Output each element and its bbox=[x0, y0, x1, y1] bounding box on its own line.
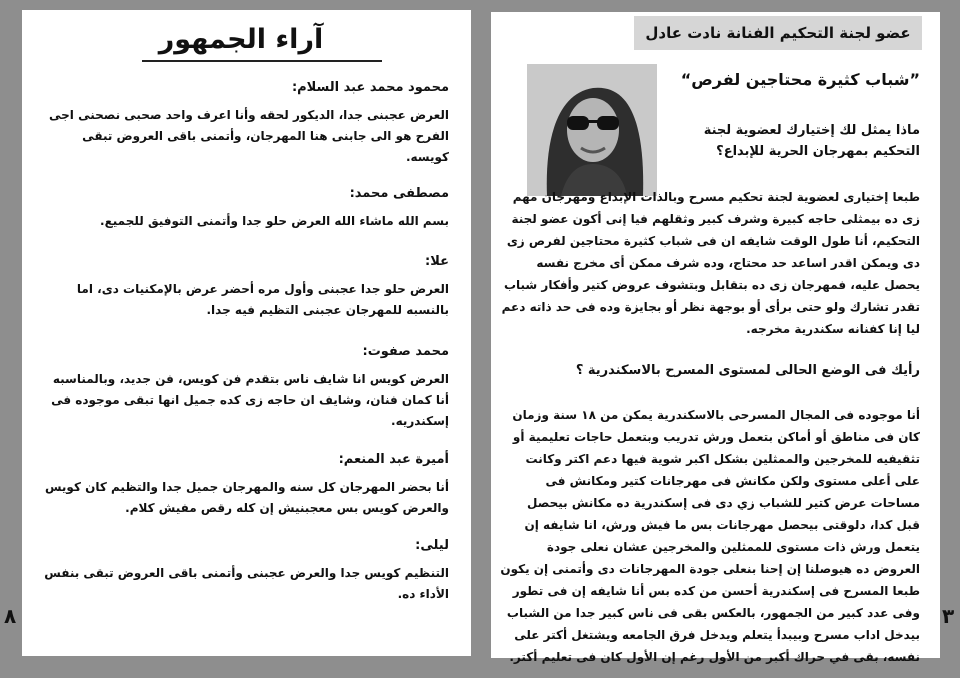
opinion-2 bbox=[39, 186, 449, 232]
interview-headline: ”شباب كثيرة محتاجين لفرص“ bbox=[680, 70, 920, 89]
opinion-text: العرض عجبنى جدا، الديكور لحقه وأنا اعرف واحد صحبى نصحنى اجى الفرح هو الى جابنى هنا المهرجان، وأتمنى باقى العروض تبقى كويسه. bbox=[48, 108, 449, 164]
page-title: آراء الجمهور bbox=[158, 24, 324, 55]
opinion-4 bbox=[39, 344, 449, 432]
opinion-name: مصطفى محمد: bbox=[349, 186, 449, 201]
opinion-3 bbox=[39, 254, 449, 321]
answer-2: أنا موجوده فى المجال المسرحى بالاسكندرية يمكن من ١٨ سنة وزمان كان فى مناطق أو أماكن بتعمل ورش تدريب وبتعمل حاجات تعليمية أو تثقيفيه للمخرجين والممثلين بشكل اكبر شوية فيها دعم اكتر وكانت على أعلى مستوى ولكن مكانش فى مهرجانات كتير ومكانش فى مساحات عرض كتير للشباب زي دى فى إسكندرية ده مكانش بيحصل قبل كدا، دلوقتى بيحصل مهرجانات بس ما فيش ورش، انا شايفه إن يتعمل ورش ذات مستوى للممثلين والمخرجين عشان نعلى جودة العروض ده هيوصلنا إن إحنا بنعلى جودة المهرجانات دى وأتمنى إن يكون طبعا المسرح فى إسكندرية أحسن من كده بس أنا شايفه إن فى تطور وفى عدد كبير من الجمهور، بالعكس بقى فى ناس كبير جدا من الشباب بيدخل اداب مسرح وبيبدأ يتعلم ويدخل فرق الجامعه ويشتغل أكتر على نفسه، بقى في حراك أكبر من الأول رغم إن الأول كان فى تعليم أكتر. bbox=[500, 408, 920, 664]
opinion-name: محمد صفوت: bbox=[362, 344, 449, 359]
title-underline bbox=[142, 60, 382, 62]
opinion-1 bbox=[39, 80, 449, 168]
opinion-name: أميرة عبد المنعم: bbox=[338, 452, 449, 467]
opinion-text: أنا بحضر المهرجان كل سنه والمهرجان جميل جدا والتظيم كان كويس والعرض كويس بس معجبنيش إن كله رقص مفيش كلام. bbox=[44, 480, 449, 515]
question-2: رأيك فى الوضع الحالى لمستوى المسرح بالاسكندرية ؟ bbox=[575, 363, 920, 378]
question-1: ماذا يمثل لك إختيارك لعضوية لجنة التحكيم بمهرجان الحرية للإبداع؟ bbox=[703, 123, 920, 159]
opinion-name: علا: bbox=[425, 254, 449, 269]
opinion-name: محمود محمد عبد السلام: bbox=[291, 80, 449, 95]
opinion-5 bbox=[39, 452, 449, 519]
page-number-left: ٨ bbox=[4, 604, 17, 628]
portrait-photo bbox=[527, 64, 657, 196]
interview-header: عضو لجنة التحكيم الفنانة نادت عادل bbox=[634, 16, 922, 50]
opinion-text: التنظيم كويس جدا والعرض عجبنى وأتمنى باقى العروض تبقى بنفس الأداء ده. bbox=[44, 566, 449, 601]
opinion-text: العرض حلو جدا عجبنى وأول مره أحضر عرض بالإمكنيات دى، اما بالنسبه للمهرجان عجبنى التظيم فيه جدا. bbox=[76, 282, 449, 317]
left-page bbox=[22, 10, 471, 656]
opinion-name: ليلى: bbox=[415, 538, 449, 553]
page-number-right: ٣ bbox=[942, 604, 955, 628]
portrait-image bbox=[527, 64, 657, 196]
opinion-6 bbox=[39, 538, 449, 605]
right-page bbox=[491, 12, 940, 664]
opinion-text: بسم الله ماشاء الله العرض حلو جدا وأتمنى التوفيق للجميع. bbox=[100, 214, 449, 228]
opinion-text: العرض كويس انا شايف ناس بتقدم فن كويس، فن جديد، وبالمناسبه أنا كمان فنان، وشايف ان حاجه زى كده جميل انها تبقى موجوده فى إسكندريه. bbox=[51, 372, 449, 428]
answer-1: طبعا إختيارى لعضوية لجنة تحكيم مسرح وبالذات الإبداع ومهرجان مهم زى ده بيمثلى حاجه كبيرة وشرف كبير وثقلهم فيا إنى أكون عضو لجنة التحكيم، أنا طول الوقت شايفه ان فى شباب كثيرة محتاجين لفرص زى دى ويمكن اقدر اساعد حد محتاج، وده شرف ممكن أى مخرج نفسه يحصل عليه، فمهرجان زى ده بتقابل وبتشوف عروض كتير وأفكار شباب تقدر تشارك ولو حتى برأى أو بوجهة نظر أو بجايزة وده فى حد ذاته دعم ليا إنا كفنانه سكندرية مخرجه. bbox=[501, 190, 920, 336]
